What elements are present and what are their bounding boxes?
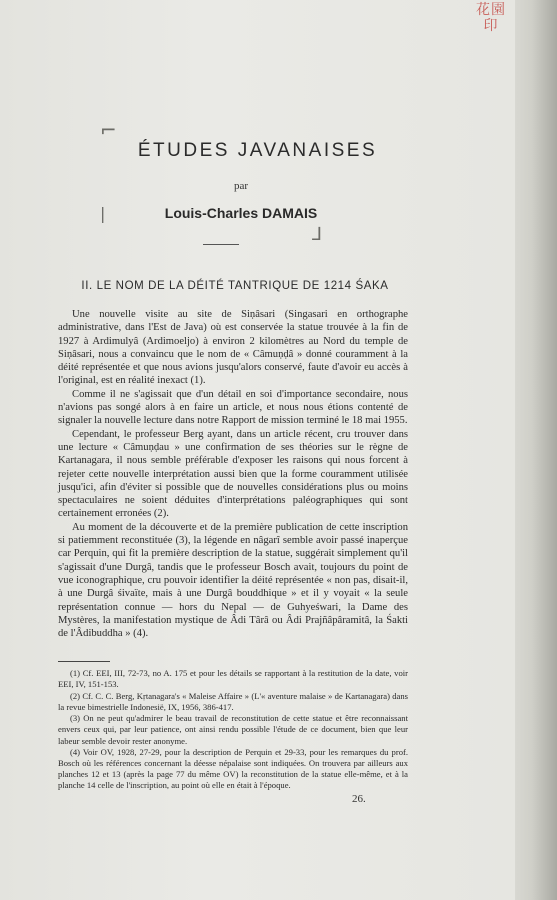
article-title: ÉTUDES JAVANAISES (137, 140, 378, 161)
section-heading: II. LE NOM DE LA DÉITÉ TANTRIQUE DE 1214 ŚAKA (81, 280, 389, 292)
seal-line-2: 印 (483, 18, 499, 34)
paragraph: Comme il ne s'agissait que d'un détail en soi d'importance secondaire, nous n'avions pas songé alors à en faire un article, et nous nous étions contenté de signaler la nouvelle lecture dans notre Rapport de mission terminé le 18 mai 1955. (58, 388, 408, 427)
article-body (58, 308, 408, 640)
pencil-mark: ⌐ (100, 118, 117, 142)
footnote: (4) Voir OV, 1928, 27-29, pour la description de Perquin et 29-33, pour les remarques du prof. Bosch où les références concernant la déesse népalaise sont indiquées. On trouvera par ailleurs aux planches 12 et 13 (après la page 77 du même OV) la reconstitution de la statue elle-même, et à la planche 14 celle de l'inscription, au point où elle en était à l'époque. (58, 747, 408, 791)
paragraph: Une nouvelle visite au site de Siṇâsari (Singasari en orthographe administrative, dans l'Est de Java) où est conservée la statue trouvée à la fin de 1927 à Ardimulyâ (Ardimoeljo) à environ 2 kilomètres au Nord du temple de Siṇâsari, nous a convaincu que le nom de « Câmuṇḍâ » donné couramment à la déité représentée et que nous avions jusqu'alors conservé, faute d'avoir eu accès à l'original, est en réalité inexact (1). (58, 309, 408, 387)
footnotes (58, 668, 408, 792)
footnote-rule (58, 661, 110, 662)
seal-line-1: 花園 (476, 2, 506, 18)
pencil-mark: | (100, 204, 106, 223)
paragraph: Au moment de la découverte et de la première publication de cette inscription si patiemment reconstituée (3), la légende en nâgarî semble avoir passé inaperçue car Perquin, qui fit la première description de la statue, suggérait simplement qu'il s'agissait d'une Durgâ, tandis que le professeur Bosch avait, toujours du point de vue iconographique, cru pouvoir identifier la déité représentée « non pas, disait-il, à une Durgâ śivaïte, mais à une Durgâ bouddhique » et il y voyait « la seule représentation connue — hors du Nepal — de Guhyeśwari, la Dame des Mystères, la manifestation mystique de Âdi Târâ ou Âdi Prajñâpâramitâ, la Śakti de l'Âdibuddha » (4). (58, 521, 408, 640)
by-line: par (233, 180, 249, 192)
footnote: (1) Cf. EEI, III, 72-73, no A. 175 et pour les détails se rapportant à la restitution de la date, voir EEI, IV, 151-153. (58, 668, 408, 690)
red-seal-stamp (470, 2, 512, 42)
page-edge (515, 0, 557, 900)
paragraph: Cependant, le professeur Berg ayant, dans un article récent, cru trouver dans une lecture « Câmuṇḍau » une confirmation de ses théories sur le règne de Kartanagara, il nous semble préférable d'exposer les raisons qui nous forcent à rejeter cette nouvelle interprétation aussi bien que la forme couramment utilisée jusqu'ici, afin d'éviter si possible que de nouvelles considérations plus ou moins spectaculaires ne soient déduites d'interprétations paléographiques qui sont certainement erronées (2). (58, 428, 408, 520)
pencil-mark: ⅃ (312, 224, 323, 245)
footnote: (3) On ne peut qu'admirer le beau travail de reconstitution de cette statue et être reconnaissant envers ceux qui, par leur patience, ont ainsi rendu possible l'étude de ce document, bien que leur labeur semble devoir rester anonyme. (58, 713, 408, 746)
page-number: 26. (352, 793, 366, 805)
title-rule (203, 244, 239, 245)
author-name: Louis-Charles DAMAIS (164, 205, 318, 221)
footnote: (2) Cf. C. C. Berg, Kṛtanagara's « Maleise Affaire » (L'« aventure malaise » de Kartanagara) dans la revue bimestrielle Indonesië, IX, 1956, 386-417. (58, 690, 408, 712)
